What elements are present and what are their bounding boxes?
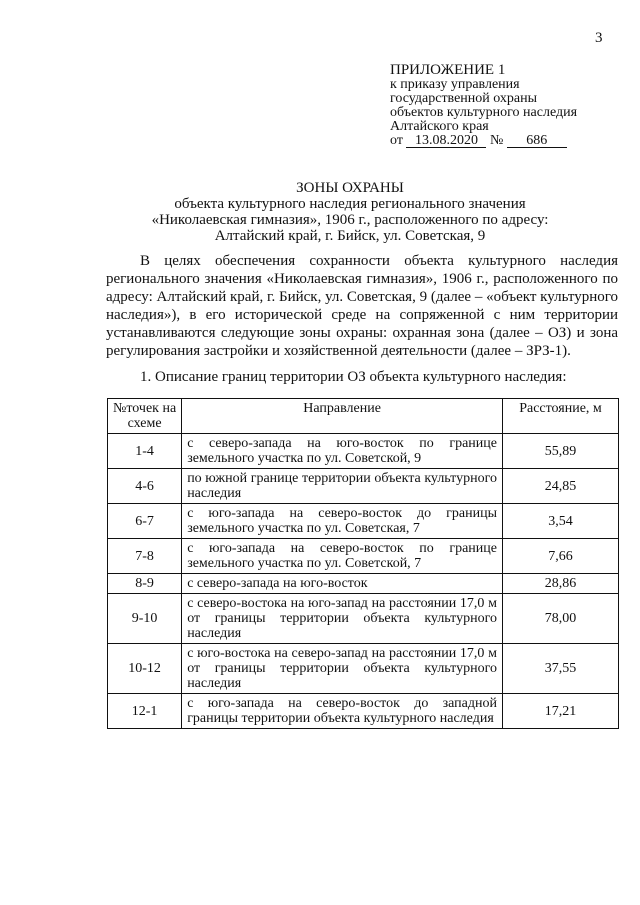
header-direction: Направление [182,399,503,434]
cell-distance: 24,85 [502,469,618,504]
intro-text [106,252,618,360]
table-row [108,504,619,539]
cell-distance: 7,66 [502,539,618,574]
cell-points: 1-4 [108,434,182,469]
table-row [108,694,619,729]
appendix-title: ПРИЛОЖЕНИЕ 1 [390,62,506,78]
cell-distance: 28,86 [502,574,618,594]
section-heading: 1. Описание границ территории ОЗ объекта культурного наследия: [140,369,567,385]
cell-points: 8-9 [108,574,182,594]
cell-direction: с северо-запада на юго-восток [182,574,503,594]
cell-points: 9-10 [108,594,182,644]
cell-direction: с юго-востока на северо-запад на расстоянии 17,0 м от границы территории объекта культурного наследия [182,644,503,694]
document-heading [0,180,640,244]
table-row [108,574,619,594]
appendix-line: объектов культурного наследия [390,105,578,120]
page-number: 3 [595,30,603,46]
heading-line: «Николаевская гимназия», 1906 г., расположенного по адресу: [151,212,549,228]
table-header-row [108,399,619,434]
boundary-table [107,398,619,729]
cell-direction: по южной границе территории объекта культурного наследия [182,469,503,504]
cell-distance: 78,00 [502,594,618,644]
header-distance: Расстояние, м [502,399,618,434]
cell-direction: с юго-запада на северо-восток до границы земельного участка по ул. Советская, 7 [182,504,503,539]
cell-direction: с северо-востока на юго-запад на расстоянии 17,0 м от границы территории объекта культурного наследия [182,594,503,644]
cell-points: 6-7 [108,504,182,539]
cell-distance: 3,54 [502,504,618,539]
cell-direction: с юго-запада на северо-восток до западной границы территории объекта культурного наследия [182,694,503,729]
cell-distance: 17,21 [502,694,618,729]
cell-distance: 55,89 [502,434,618,469]
cell-direction: с юго-запада на северо-восток по границе земельного участка по ул. Советской, 7 [182,539,503,574]
table-row [108,644,619,694]
document-title: ЗОНЫ ОХРАНЫ [296,180,404,196]
cell-direction: с северо-запада на юго-восток по границе земельного участка по ул. Советской, 9 [182,434,503,469]
heading-line: Алтайский край, г. Бийск, ул. Советская, 9 [214,228,486,244]
heading-line: объекта культурного наследия регионального значения [174,196,526,212]
order-number: 686 [507,134,567,148]
table-row [108,469,619,504]
appendix-date-line [390,134,577,148]
cell-points: 4-6 [108,469,182,504]
appendix-line: государственной охраны [390,91,538,106]
table-row [108,434,619,469]
appendix-line: Алтайского края [390,119,489,134]
cell-points: 10-12 [108,644,182,694]
cell-points: 7-8 [108,539,182,574]
cell-points: 12-1 [108,694,182,729]
number-prefix: № [489,133,504,148]
table-row [108,594,619,644]
intro-paragraph: В целях обеспечения сохранности объекта культурного наследия регионального значения «Николаевская гимназия», 1906 г., расположенного по адресу: Алтайский край, г. Бийск, ул. Советская, 9 (далее – «объект культурного наследия»), в его исторической среде на сопряженной с ним территории устанавливаются следующие зоны охраны: охранная зона (далее – ОЗ) и зона регулирования застройки и хозяйственной деятельности (далее – ЗРЗ-1). [106,253,618,359]
date-prefix: от [390,133,403,148]
appendix-line: к приказу управления [390,77,520,92]
appendix-block [390,62,577,148]
order-date: 13.08.2020 [406,134,486,148]
table-row [108,539,619,574]
cell-distance: 37,55 [502,644,618,694]
header-points: №точек на схеме [108,399,182,434]
